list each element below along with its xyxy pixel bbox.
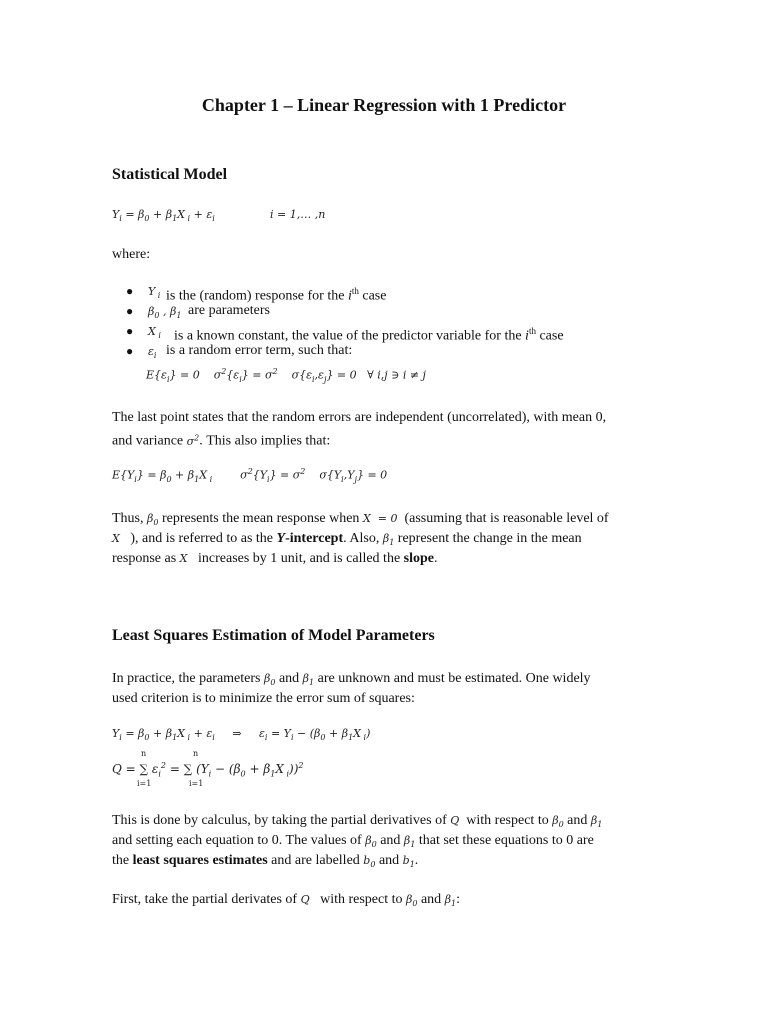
paragraph-text: Thus, $\beta_0$ represents the mean response when X = 0 (assuming that is reasonable level of [112,511,609,528]
index-range: i = 1,… ,n [270,208,326,221]
paragraph-text: the least squares estimates and are labelled $b_0$ and $b_1$. [112,853,419,870]
model-equation: $Y_i = \beta_0 + \beta_1X$ $_i + \varepsilon_i$ [112,208,215,224]
error-symbol: $\varepsilon_i$ [148,345,157,361]
bullet-response-text: is the (random) response for the $i^{th}$ case [166,286,387,304]
bullet-predictor-text: is a known constant, the value of the predictor variable for the $i^{th}$ case [174,326,564,344]
bullet-dot: ● [126,284,134,298]
error-properties-equation: $E\{\varepsilon_i\} = 0$ $\sigma^2\{\varepsilon_i\} = \sigma^2$ $\sigma\{\varepsilon_i,\varepsilon_j\} = 0$ ∀ i,j ∋ i ≠ j [146,367,426,384]
sum-lower-limit: i=1 [137,779,152,788]
sum-lower-limit: i=1 [189,779,204,788]
paragraph-text: First, take the partial derivates of Q with respect to $\beta_0$ and $\beta_1$: [112,892,461,909]
error-definition-equation: $Y_i = \beta_0 + \beta_1X$ $_i + \varepsilon_i$ ⇒ $\varepsilon_i = Y_i - (\beta_0 + \beta_1X$ $_i$) [112,727,371,743]
bullet-dot: ● [126,344,134,358]
section-heading-least-squares: Least Squares Estimation of Model Parameters [112,627,435,644]
sum-upper-limit: n [141,749,147,758]
paragraph-text: and variance $\sigma^2$. This also implies that: [112,433,331,449]
paragraph-text: X ), and is referred to as the Y-intercept. Also, $\beta_1$ represent the change in the mean [112,531,582,548]
paragraph-text: and setting each equation to 0. The values of $\beta_0$ and $\beta_1$ that set these equations to 0 are [112,833,594,850]
implied-moments-equation: $E\{Y_i\} = \beta_0 + \beta_1X$ $_i$ $\sigma^2\{Y_i\} = \sigma^2$ $\sigma\{Y_i,Y_j\} = 0$ [112,467,388,484]
parameters-symbol: $\beta_0$ , $\beta_1$ [148,305,182,321]
bullet-parameters-text: are parameters [188,303,270,318]
paragraph-text: used criterion is to minimize the error sum of squares: [112,691,415,706]
where-label: where: [112,247,151,262]
section-heading-statistical-model: Statistical Model [112,166,228,183]
predictor-symbol: X $_i$ [148,325,161,341]
paragraph-text: response as X increases by 1 unit, and is called the slope. [112,551,438,566]
sse-equation: Q = ∑ $\varepsilon_i^2$ = ∑ ($Y_i - (\beta_0 + \beta_1X$ $_i$))$^2$ [112,761,304,779]
paragraph-text: In practice, the parameters $\beta_0$ and $\beta_1$ are unknown and must be estimated. One widely [112,671,591,688]
bullet-error-text: is a random error term, such that: [166,343,353,358]
response-symbol: Y $_i$ [148,285,161,301]
bullet-dot: ● [126,324,134,338]
paragraph-text: This is done by calculus, by taking the partial derivatives of Q with respect to $\beta_0$ and $\beta_1$ [112,813,603,830]
bullet-dot: ● [126,304,134,318]
paragraph-text: The last point states that the random errors are independent (uncorrelated), with mean 0, [112,410,607,425]
page-title: Chapter 1 – Linear Regression with 1 Predictor [201,95,567,115]
sum-upper-limit: n [193,749,199,758]
